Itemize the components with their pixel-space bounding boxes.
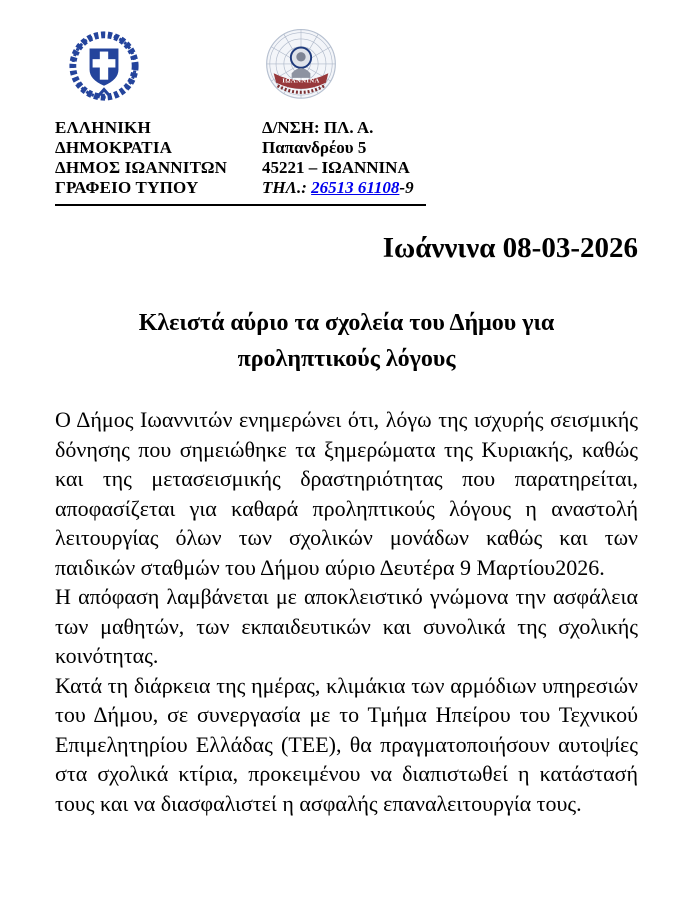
agency-line: ΔΗΜΟΚΡΑΤΙΑ — [55, 138, 173, 157]
agency-line: ΓΡΑΦΕΙΟ ΤΥΠΟΥ — [55, 178, 199, 197]
address-line: Δ/ΝΣΗ: ΠΛ. Α. — [262, 118, 374, 137]
body-paragraph: Η απόφαση λαμβάνεται με αποκλειστικό γνώμονα την ασφάλεια των μαθητών, των εκπαιδευτικών και συνολικά της σχολικής κοινότητας. — [55, 584, 638, 668]
document-title: Κλειστά αύριο τα σχολεία του Δήμου για προληπτικούς λόγους — [138, 310, 555, 372]
dateline: Ιωάννινα 08-03-2026 — [382, 232, 638, 264]
address-line: 45221 – ΙΩΑΝΝΙΝΑ — [262, 158, 410, 177]
phone-line — [262, 178, 414, 198]
address-line: Παπανδρέου 5 — [262, 138, 367, 157]
ioannina-municipal-seal-icon — [261, 28, 341, 106]
body-paragraph: Κατά τη διάρκεια της ημέρας, κλιμάκια των αρμόδιων υπηρεσιών του Δήμου, σε συνεργασία με το Τμήμα Ηπείρου του Τεχνικού Επιμελητηρίου Ελλάδας (ΤΕΕ), θα πραγματοποιήσουν αυτοψίες στα σχολικά κτίρια, προκειμένου να διαπιστωθεί η κατάστασή τους και να διασφαλιστεί η ασφαλής επαναλειτουργία τους. — [55, 672, 638, 816]
agency-line: ΔΗΜΟΣ ΙΩΑΝΝΙΤΩΝ — [55, 158, 228, 177]
document-body — [55, 405, 638, 818]
seal-text: ΙΩΑΝΝΙΝΑ — [282, 77, 320, 85]
agency-name-block — [55, 118, 262, 198]
phone-link[interactable]: 26513 61108 — [311, 178, 400, 197]
phone-suffix: -9 — [399, 178, 414, 197]
phone-label: ΤΗΛ.: — [262, 178, 307, 197]
agency-line: ΕΛΛΗΝΙΚΗ — [55, 118, 151, 137]
greek-republic-emblem-icon — [65, 28, 143, 104]
body-paragraph: Ο Δήμος Ιωαννιτών ενημερώνει ότι, λόγω της ισχυρής σεισμικής δόνησης που σημειώθηκε τα ξημερώματα της Κυριακής, καθώς και της μετασεισμικής δραστηριότητας που παρατηρείται, αποφασίζεται για καθαρά προληπτικούς λόγους η αναστολή λειτουργίας όλων των σχολικών μονάδων καθώς και των παιδικών σταθμών του Δήμου αύριο Δευτέρα 9 Μαρτίου2026. — [55, 407, 638, 580]
contact-block — [262, 118, 414, 198]
header-text-columns — [55, 118, 638, 198]
header-divider — [55, 204, 426, 206]
header-logos — [55, 28, 638, 106]
